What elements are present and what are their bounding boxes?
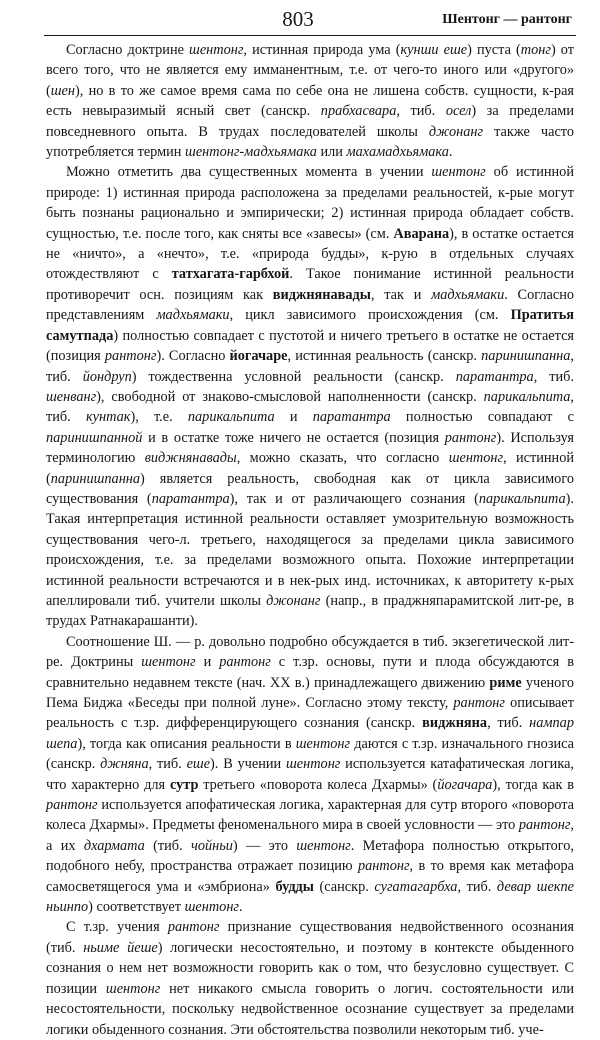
- text-run: , тиб.: [46, 388, 574, 426]
- text-run: ) тождественна условной реальности (санскр.: [131, 368, 456, 385]
- text-run: (напр., в праджняпарамитской лит-ре, в трудах Ратнакарашанти).: [46, 592, 574, 630]
- italic-term: дхармата: [83, 837, 145, 854]
- text-run: третьего «поворота колеса Дхармы» (: [198, 776, 438, 793]
- bold-cross-reference: татхагата-гарбхой: [171, 266, 290, 283]
- bold-cross-reference: сутр: [169, 776, 199, 793]
- text-run: ) пуста (: [467, 42, 521, 58]
- bold-cross-reference: виджнянавады: [272, 286, 371, 303]
- text-run: описывает реальность с т.зр. дифференцирующего сознания (санскр.: [46, 695, 574, 732]
- italic-term: рантонг: [46, 797, 98, 814]
- text-run: и в остатке тоже ничего не остается (позиция: [142, 429, 445, 446]
- text-run: или: [316, 144, 347, 161]
- text-run: ), так и от различающего сознания (: [229, 490, 479, 507]
- italic-term: мадхьямаки: [431, 286, 505, 303]
- text-run: . Такое понимание истинной реальности противоречит осн. позициям как: [46, 266, 574, 303]
- italic-term: шентонг: [189, 42, 244, 58]
- italic-term: йондруп: [82, 368, 132, 385]
- italic-term: мадхьямаки: [156, 307, 230, 324]
- text-run: ) является реальность, свободная как от цикла зависимого существования (: [46, 470, 574, 507]
- text-run: Согласно доктрине: [66, 42, 190, 58]
- text-run: . Метафора полностью открытого, подобного небу, пространства отражает позицию: [46, 837, 574, 875]
- text-run: ). Такая интерпретация истинной реальности оставляет умозрительную возможность существования чего-л. третьего, находящегося за пределами цикла зависимого происхождения, т.е. за пределами возможного опыта. Похожие интерпретации истинной реальности встречаются и в нек-рых инд. источниках, к авторитету к-рых апеллировали тиб. учители школы: [46, 490, 574, 609]
- text-run: .: [238, 899, 243, 916]
- text-run: , так и: [370, 286, 432, 303]
- text-run: ученого Пема Биджа «Беседы при полной луне». Согласно этому тексту,: [46, 674, 574, 711]
- text-run: ), свободной от знаково-смысловой наполненности (санскр.: [96, 388, 484, 405]
- italic-term: девар шекпе ньинпо: [46, 878, 574, 916]
- italic-term: рантонг: [358, 858, 410, 875]
- italic-term: джняна: [100, 756, 149, 773]
- text-run: . Согласно представлениям: [46, 286, 574, 324]
- text-run: (тиб.: [144, 837, 192, 854]
- text-run: , тиб.: [148, 756, 187, 773]
- italic-term: парикальпита: [478, 490, 566, 507]
- text-run: с т.зр. основы, пути и плода обсуждаются в сравнительно недавнем тексте (нач. XX в.) принадлежащего движению: [46, 654, 574, 691]
- italic-term: ньиме йеше: [83, 939, 158, 956]
- italic-term: шентонг: [431, 164, 486, 181]
- text-run: , тиб.: [533, 368, 574, 385]
- italic-term: чойньи: [191, 837, 233, 854]
- text-run: , тиб.: [46, 348, 574, 385]
- text-run: , истинная природа ума (: [243, 42, 401, 58]
- text-run: признание существования недвойственного осознания (тиб.: [46, 919, 574, 956]
- bold-cross-reference: будды: [275, 878, 314, 895]
- italic-term: рантонг: [104, 348, 157, 365]
- text-run: об истинной природе: 1) истинная природа расположена за пределами реальностей, к-рые могут быть познаны рационально и эмпирически; 2) истинная природа обладает собств. сущностью, т.е. после того, как сняты все «завесы» (см.: [46, 164, 574, 242]
- italic-term: тонг: [520, 42, 551, 58]
- text-run: Можно отметить два существенных момента в учении: [66, 164, 432, 181]
- text-run: даются с т.зр. изначального гнозиса (санскр.: [46, 735, 574, 773]
- text-run: полностью совпадают с: [390, 409, 574, 426]
- text-run: ), но в то же самое время сама по себе она не лишена собств. сущности, к-рая есть невыразимый ясный свет (санскр.: [46, 82, 574, 120]
- italic-term: нампар шепа: [46, 715, 574, 752]
- text-run: , тиб.: [487, 715, 530, 732]
- italic-term: шентонг: [141, 654, 196, 671]
- italic-term: кунши еше: [400, 42, 468, 58]
- text-run: ) — это: [232, 837, 297, 854]
- bold-cross-reference: Аварана: [393, 225, 450, 242]
- paragraph: [46, 162, 574, 631]
- italic-term: сугатагарбха: [374, 878, 458, 895]
- paragraph: [46, 917, 574, 1039]
- bold-cross-reference: виджняна: [422, 715, 488, 732]
- text-run: ) логически несостоятельно, и поэтому в контексте обыденного сознания о нем нет возможности говорить как о том, что безусловно существует. С позиции: [46, 939, 574, 997]
- text-run: С т.зр. учения: [66, 919, 168, 936]
- text-run: также часто употребляется термин: [46, 123, 574, 161]
- text-run: , а их: [46, 817, 574, 854]
- italic-term: шентонг: [184, 899, 239, 916]
- italic-term: шентонг-мадхьямака: [185, 144, 317, 161]
- text-run: ). В учении: [210, 756, 286, 773]
- text-run: ) за пределами повседневного опыта. В трудах последователей школы: [46, 103, 574, 140]
- text-run: , можно сказать, что согласно: [236, 450, 449, 467]
- header-rule: [44, 35, 576, 36]
- italic-term: рантонг: [518, 817, 571, 834]
- italic-term: рантонг: [453, 695, 505, 711]
- text-run: , тиб.: [396, 103, 446, 120]
- italic-term: паратантра: [455, 368, 534, 385]
- italic-term: парикальпита: [187, 409, 275, 426]
- italic-term: рантонг: [167, 919, 220, 936]
- text-run: ), тогда как в: [492, 776, 574, 793]
- running-head: Шентонг — рантонг: [442, 12, 572, 27]
- italic-term: осел: [445, 103, 472, 120]
- italic-term: джонанг: [428, 123, 484, 140]
- italic-term: еше: [186, 756, 211, 773]
- text-run: ) соответствует: [88, 899, 185, 916]
- italic-term: йогачара: [437, 776, 493, 793]
- text-run: ), т.е.: [130, 409, 188, 426]
- italic-term: шенванг: [46, 388, 97, 405]
- text-run: , в то время как метафора самосветящегося ума и «эмбриона»: [46, 858, 574, 895]
- italic-term: прабхасвара: [320, 103, 397, 120]
- bold-cross-reference: йогачаре: [229, 348, 288, 365]
- text-run: , тиб.: [457, 878, 497, 895]
- text-run: .: [448, 144, 453, 161]
- paragraph: [46, 40, 574, 162]
- article-body: [46, 40, 574, 1040]
- paragraph: [46, 632, 574, 918]
- italic-term: джонанг: [266, 592, 321, 609]
- italic-term: рантонг: [219, 654, 271, 671]
- text-run: , цикл зависимого происхождения (см.: [229, 307, 511, 324]
- text-run: используется катафатическая логика, что характерно для: [46, 756, 574, 793]
- italic-term: шентонг: [105, 980, 161, 997]
- italic-term: паринишпанной: [46, 429, 143, 446]
- italic-term: паринишпанна: [481, 348, 571, 365]
- text-run: и: [195, 654, 220, 671]
- text-run: ), в остатке остается не «ничто», а «нечто», т.е. «природа будды», к-рую в отдельных случаях отождествляют с: [46, 225, 574, 283]
- text-run: ) от всего того, что не является ему имманентным, т.е. от чего-то иного или «другого» (: [46, 42, 575, 99]
- italic-term: шентонг: [285, 756, 341, 773]
- text-run: нет никакого смысла говорить о логич. состоятельности или несостоятельности, поскольку недвойственное осознание существует за пределами логики обыденного сознания. Эти обстоятельства позволили некоторым тиб. уче-: [46, 980, 574, 1038]
- italic-term: кунтак: [85, 409, 131, 426]
- text-run: и: [274, 409, 313, 426]
- bold-cross-reference: Пратитья самутпада: [46, 307, 575, 344]
- text-run: , истинной (: [46, 450, 574, 487]
- italic-term: шентонг: [296, 837, 351, 854]
- italic-term: парикальпита: [483, 388, 571, 405]
- bold-cross-reference: риме: [489, 674, 522, 691]
- text-run: ), тогда как описания реальности в: [77, 735, 296, 752]
- text-run: (санскр.: [313, 878, 375, 895]
- italic-term: рантонг: [444, 429, 497, 446]
- text-run: , истинная реальность (санскр.: [287, 348, 482, 365]
- italic-term: паратантра: [312, 409, 391, 426]
- text-run: ) полностью совпадает с пустотой и ничего третьего в остатке не остается (позиция: [46, 327, 574, 365]
- italic-term: паратантра: [151, 490, 230, 507]
- italic-term: виджнянавады: [144, 450, 237, 467]
- italic-term: шентонг: [295, 735, 351, 752]
- italic-term: махамадхьямака: [346, 144, 449, 161]
- text-run: Соотношение Ш. — р. довольно подробно обсуждается в тиб. экзегетической лит-ре. Доктрины: [46, 633, 574, 671]
- text-run: ). Используя терминологию: [46, 429, 574, 467]
- text-run: используется апофатическая логика, характерная для сутр второго «поворота колеса Дхармы». Предметы феноменального мира в своей условности — это: [46, 797, 574, 834]
- italic-term: шентонг: [448, 450, 504, 467]
- page-number: 803: [282, 7, 314, 31]
- italic-term: шен: [50, 82, 75, 99]
- italic-term: паринишпанна: [50, 470, 141, 487]
- text-run: ). Согласно: [156, 348, 230, 365]
